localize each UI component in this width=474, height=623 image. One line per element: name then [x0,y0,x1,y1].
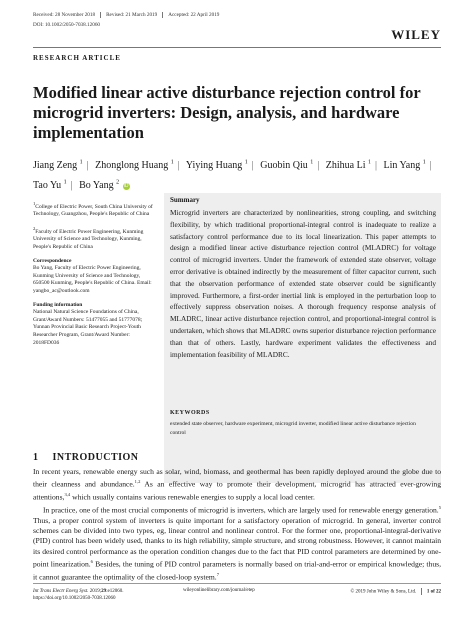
doi[interactable]: DOI: 10.1002/2050-7038.12060 [33,22,101,28]
body-text [33,467,441,583]
copyright: © 2019 John Wiley & Sons, Ltd. [350,589,417,595]
orcid-icon[interactable]: iD [123,182,129,189]
publisher-logo: WILEY [391,27,441,42]
author[interactable]: Yiying Huang $^1$ [185,160,248,172]
author[interactable]: Lin Yang $^1$ [383,160,426,172]
footer-site-link[interactable]: wileyonlinelibrary.com/journal/etep [183,588,255,593]
keywords-heading: KEYWORDS [170,410,210,416]
revised-date: Revised: 21 March 2019 [106,12,158,19]
citation[interactable]: 1,2 [134,479,141,485]
author[interactable]: Jiang Zeng $^1$ [33,160,83,172]
correspondence-heading: Correspondence [33,257,72,264]
summary-text: Microgrid inverters are characterized by nonlinearities, strong coupling, and switching flexibility, by which traditional proportional-integral control is inadequate to realize a satisfactory control performance due to its local linearization. This paper attempts to design a modified linear active disturbance rejection control (MLADRC) for voltage control of microgrid inverters. Under the framework of extended state observer, voltage error derivative is obtained indirectly by the measurement of filter capacitor current, such that the observation performance of extended state observer could be significantly improved. Furthermore, a first-order inertial link is employed in the perturbation loop to effectively suppress observation noises. A thorough frequency response analysis of MLADRC, linear active disturbance rejection control, and proportional-integral control is undertaken, which shows that MLADRC owns superior disturbance rejection performance than that of others. Lastly, hardware experiment validates the effectiveness and implementation feasibility of MLADRC. [170,208,436,359]
page-number: 1 of 22 [426,589,441,595]
funding-body: National Natural Science Foundations of China, Grant/Award Numbers: 51477055 and 51777078; Yunnan Provincial Basic Research Project-Youth Researcher Program, Grant/Award Number: 2018FD036 [33,309,143,346]
affiliation-2: $^2$Faculty of Electric Power Engineering, Kunming University of Science and Technology, Kunming, People's Republic of China [33,226,144,251]
article-title: Modified linear active disturbance rejection control for microgrid inverters: Design, analysis, and hardware implementation [33,83,421,142]
affiliations-column [33,200,155,353]
author[interactable]: Bo Yang $^2$ [79,179,120,191]
author[interactable]: Guobin Qiu $^1$ [260,160,314,172]
paragraph: In recent years, renewable energy such as solar, wind, biomass, and geothermal has been rapidly deployed around the globe due to their cleanness and abundance.$^{1,2}$ As an effective way to promote their development, microgrid has attracted ever-growing attentions,$^{3,4}$ which usually contains various renewable energies to supply a local load center. [33,467,441,502]
citation[interactable]: 5 [438,504,441,510]
footer-right [351,588,442,595]
accepted-date: Accepted: 22 April 2019 [168,12,220,19]
affiliation-1: $^1$College of Electric Power, South China University of Technology, Guangzhou, People's Republic of China [33,201,153,218]
summary-heading: Summary [170,196,200,204]
author[interactable]: Zhonglong Huang $^1$ [95,160,174,172]
author-list: Jiang Zeng $^1$ | Zhonglong Huang $^1$ | Yiying Huang $^1$ | Guobin Qiu $^1$ | Zhihua Li $^1$ | Lin Yang $^1$ | Tao Yu $^1$ | Bo Yang $^2$ iD [33,160,432,191]
header-rule [33,47,441,48]
citation[interactable]: 6 [90,558,93,564]
funding-heading: Funding information [33,301,83,308]
citation[interactable]: 7 [216,571,219,577]
article-dates [33,12,219,18]
section-label: RESEARCH ARTICLE [33,54,121,62]
section-title: INTRODUCTION [52,452,139,463]
section-heading [33,452,139,463]
footer-doi-link[interactable]: https://doi.org/10.1002/2050-7038.12060 [33,596,116,601]
citation[interactable]: 3,4 [64,492,71,498]
section-number: 1 [33,452,39,463]
correspondence-body: Bo Yang, Faculty of Electric Power Engineering, Kunming University of Science and Technology, 650500 Kunming, People's Republic of China. Email: yangbo_ac@outlook.com [33,265,152,294]
received-date: Received: 28 November 2018 [33,12,96,19]
keywords-text: extended state observer, hardware experiment, microgrid inverter, modified linear active disturbance rejection control [170,421,416,436]
paragraph: In practice, one of the most crucial components of microgrid is inverters, which are largely used for renewable energy generation.$^5$ Thus, a proper control system of inverters is quite important for a satisfactory operation of microgrid. In general, inverter control schemes can be divided into two types, eg, linear control and nonlinear control. For the former one, proportional-integral-derivative (PID) control has been widely used, thanks to its high reliability, simple structure, and strong robustness. However, it cannot maintain its desired control performance as the operation condition changes due to the fact that PID control parameters are determined by one-point linearization.$^6$ Besides, the tuning of PID control parameters is normally based on trial-and-error or empirical knowledge; thus, it cannot guarantee the optimality of the closed-loop system.$^7$ [33,504,441,582]
footer-rule [33,583,441,584]
author[interactable]: Tao Yu $^1$ [33,179,67,191]
footer-citation: Int Trans Electr Energ Syst. 2019;29:e12060. https://doi.org/10.1002/2050-7038.12060 [33,589,124,601]
author[interactable]: Zhihua Li $^1$ [325,160,372,172]
